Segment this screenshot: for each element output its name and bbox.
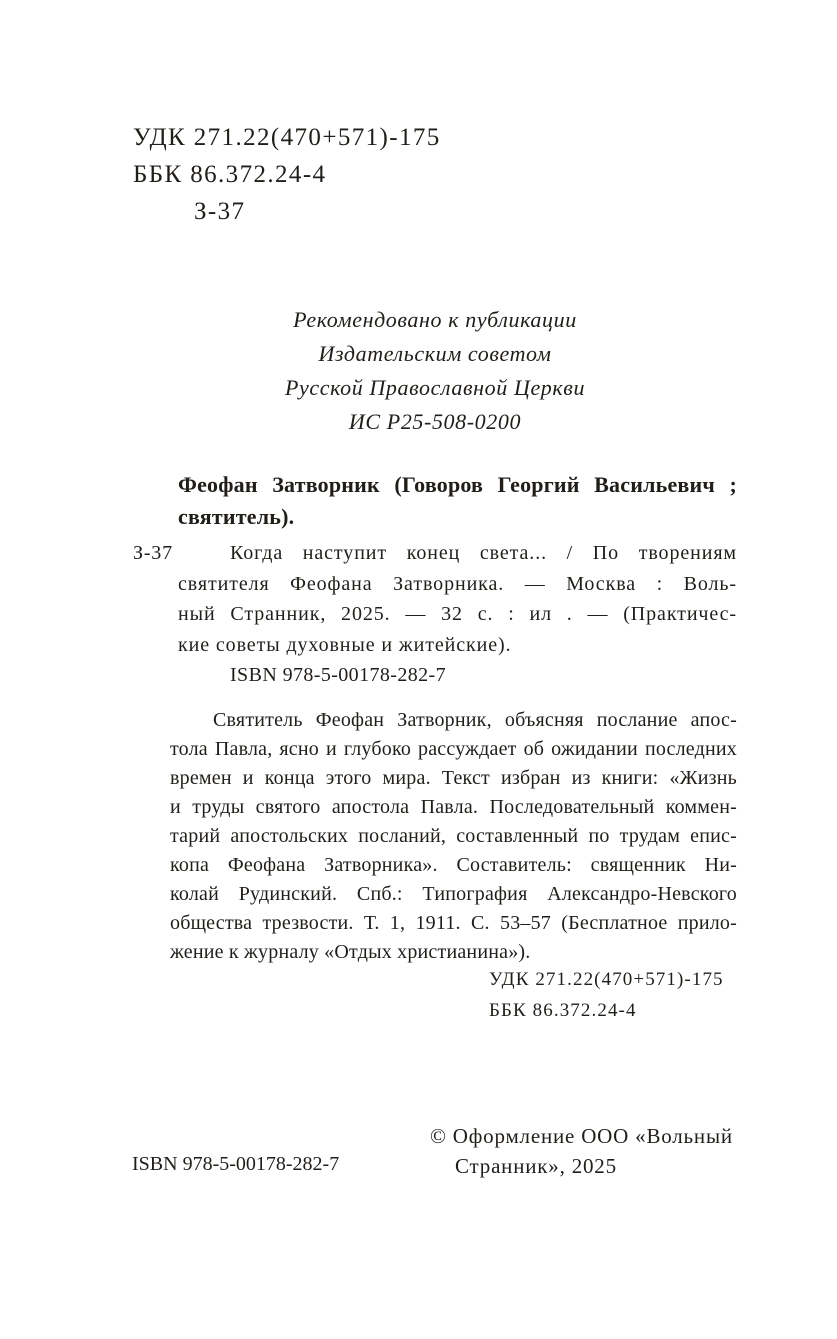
annotation-line: колай Рудинский. Спб.: Типография Александро-Невского (170, 883, 737, 905)
annotation-line: времен и конца этого мира. Текст избран из книги: «Жизнь (170, 767, 737, 789)
annotation-line: жение к журналу «Отдых христианина»). (170, 941, 531, 963)
annotation-line: тарий апостольских посланий, составленный по трудам епис- (170, 825, 737, 847)
bibliographic-description (133, 538, 737, 569)
annotation-line: копа Феофана Затворника». Составитель: священник Ни- (170, 854, 737, 876)
annotation-line: Святитель Феофан Затворник, объясняя послание апос- (213, 709, 737, 731)
catalog-card (133, 469, 737, 691)
annotation (133, 706, 737, 967)
approval-line: Издательским советом (318, 341, 552, 366)
udc-code-bottom: УДК 271.22(470+571)-175 (489, 969, 724, 990)
isbn-catalog: ISBN 978-5-00178-282-7 (230, 664, 447, 686)
udc-code-top: УДК 271.22(470+571)-175 (133, 124, 441, 151)
annotation-line: тола Павла, ясно и глубоко рассуждает об ожидании последних (170, 738, 737, 760)
bib-line: ный Странник, 2025. — 32 с. : ил . — (Практичес- (178, 603, 737, 625)
author-heading-line: святитель). (178, 504, 295, 529)
author-sign-entry: З-37 (133, 542, 173, 564)
author-sign-top: З-37 (194, 198, 246, 225)
copyright-line: © Оформление ООО «Вольный (430, 1124, 733, 1148)
isbn-footer: ISBN 978-5-00178-282-7 (132, 1153, 340, 1175)
approval-number: ИС Р25-508-0200 (348, 409, 522, 434)
church-approval-note (133, 303, 737, 439)
bib-line: святителя Феофана Затворника. — Москва : Воль- (178, 572, 737, 595)
bib-line: кие советы духовные и житейские). (178, 633, 512, 656)
annotation-line: общества трезвости. Т. 1, 1911. С. 53–57 (Бесплатное прило- (170, 912, 737, 934)
annotation-line: и труды святого апостола Павла. Последовательный коммен- (170, 796, 737, 818)
bib-line: Когда наступит конец света... / По творениям (230, 542, 737, 564)
bbk-code-bottom: ББК 86.372.24-4 (489, 1000, 637, 1021)
approval-line: Русской Православной Церкви (284, 375, 586, 400)
author-heading-line: Феофан Затворник (Говоров Георгий Васильевич ; (178, 472, 737, 497)
classification-codes-bottom (489, 964, 724, 1026)
bbk-code-top: ББК 86.372.24-4 (133, 161, 327, 188)
classification-codes-top (133, 119, 441, 230)
copyright-line: Странник», 2025 (455, 1154, 617, 1178)
approval-line: Рекомендовано к публикации (293, 307, 577, 332)
